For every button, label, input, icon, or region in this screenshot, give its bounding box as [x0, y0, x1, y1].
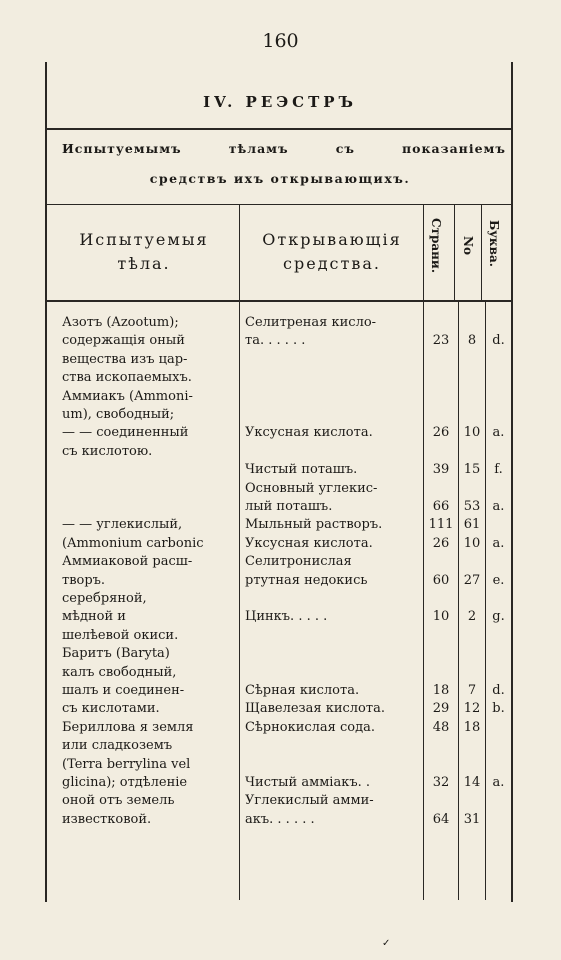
- reagent-line: та. . . . . .: [245, 333, 306, 349]
- reagent-line: Уксусная кислота.: [245, 535, 373, 551]
- ref-number: 7: [467, 683, 477, 698]
- reagent-line: ртутная недокись: [245, 572, 368, 588]
- substance-line: glicina); отдѣленіе: [62, 775, 188, 790]
- reagent-line: Углекислый амми-: [245, 793, 374, 809]
- substance-line: мѣдной и: [62, 609, 126, 625]
- ref-letter: a.: [492, 775, 505, 790]
- ref-number: 2: [467, 609, 477, 625]
- reagent-line: Селитреная кисло-: [245, 315, 377, 330]
- col-divider-header: [481, 205, 482, 300]
- ref-page: 29: [432, 701, 450, 717]
- substance-line: творъ.: [62, 572, 106, 588]
- register-title: IV. РЕЭСТРЪ: [203, 93, 357, 111]
- ref-number: 27: [463, 572, 481, 588]
- ref-letter: d.: [492, 333, 505, 349]
- substance-line: шелѣевой окиси.: [62, 627, 179, 643]
- substance-line: Аммиакъ (Ammoni-: [62, 388, 193, 404]
- ref-page: 18: [432, 683, 450, 698]
- register-subtitle-line1: [62, 141, 506, 156]
- reagent-line: Мыльный растворъ.: [245, 517, 383, 533]
- ref-letter: e.: [492, 572, 505, 588]
- substance-line: вещества изъ цар-: [62, 351, 188, 367]
- ref-page: 64: [432, 811, 450, 827]
- ref-page: 26: [432, 425, 450, 441]
- substance-line: съ кислотою.: [62, 443, 153, 459]
- subtitle-word: тѣламъ: [228, 141, 289, 156]
- ref-page: 26: [432, 535, 450, 551]
- col-divider: [485, 302, 486, 900]
- ref-number: 14: [463, 775, 481, 790]
- reagent-line: Чистый амміакъ. .: [245, 775, 371, 790]
- ref-number: 53: [463, 499, 481, 514]
- col-divider-header: [423, 205, 424, 300]
- rule-under-title: [47, 128, 511, 130]
- ref-number: 10: [463, 425, 481, 441]
- col-divider: [239, 302, 240, 900]
- substance-line: ства ископаемыхъ.: [62, 370, 192, 386]
- page-number: 160: [262, 30, 299, 52]
- ref-page: 32: [432, 775, 450, 790]
- header-reagents: Открывающія средства.: [262, 230, 402, 273]
- ref-page: 10: [432, 609, 450, 625]
- ref-number: 61: [463, 517, 481, 533]
- substance-line: — — углекислый,: [62, 517, 183, 533]
- ref-letter: f.: [494, 462, 503, 478]
- substance-line: Аммиаковой расш-: [62, 554, 193, 570]
- ref-page: 111: [428, 517, 454, 533]
- substance-line: калъ свободный,: [62, 664, 177, 680]
- ref-page: 39: [432, 462, 450, 478]
- substance-line: um), свободный;: [62, 407, 175, 422]
- substance-line: Бериллова я земля: [62, 719, 194, 735]
- substance-line: шалъ и соединен-: [62, 683, 185, 698]
- ref-page: 23: [432, 333, 450, 349]
- substance-line: (Ammonium carbonic: [62, 535, 204, 551]
- substance-line: содержащія оный: [62, 333, 185, 349]
- subtitle-word: показаніемъ: [401, 141, 506, 156]
- header-page: Страни.: [429, 218, 443, 274]
- header-substances: Испытуемыя тѣла.: [79, 230, 209, 273]
- reagent-line: Основный углекис-: [245, 480, 378, 496]
- substance-line: — — соединенный: [62, 425, 189, 441]
- ref-letter: a.: [492, 425, 505, 441]
- ref-letter: d.: [492, 683, 505, 698]
- header-number: No: [461, 236, 475, 255]
- substance-line: Баритъ (Baryta): [62, 646, 170, 662]
- col-divider-header: [239, 205, 240, 300]
- subtitle-word: Испытуемымъ: [62, 141, 182, 156]
- ref-number: 12: [463, 701, 481, 717]
- ref-letter: a.: [492, 535, 505, 551]
- reagent-line: Цинкъ. . . . .: [245, 609, 328, 625]
- substance-line: съ кислотами.: [62, 701, 160, 717]
- ref-number: 15: [463, 462, 481, 478]
- ref-page: 66: [432, 499, 450, 514]
- substance-line: известковой.: [62, 811, 152, 827]
- ref-letter: b.: [492, 701, 505, 717]
- ref-number: 31: [463, 811, 481, 827]
- ref-letter: g.: [492, 609, 505, 625]
- col-divider-header: [454, 205, 455, 300]
- ref-page: 60: [432, 572, 450, 588]
- ref-number: 10: [463, 535, 481, 551]
- substance-line: Азотъ (Azootum);: [62, 315, 179, 330]
- header-letter: Буква.: [487, 220, 501, 267]
- reagent-line: Сѣрнокислая сода.: [245, 719, 376, 735]
- reagent-line: лый поташъ.: [245, 499, 333, 514]
- reagent-line: Сѣрная кислота.: [245, 683, 360, 698]
- register-subtitle-line2: средствъ ихъ открывающихъ.: [149, 171, 411, 186]
- ref-number: 18: [463, 719, 481, 735]
- reagent-line: Щавелезая кислота.: [245, 701, 385, 717]
- substance-line: серебряной,: [62, 591, 147, 606]
- rule-under-subtitle: [47, 204, 511, 205]
- substance-line: или сладкоземъ: [62, 738, 173, 754]
- substance-line: оной отъ земель: [62, 793, 175, 809]
- reagent-line: Уксусная кислота.: [245, 425, 373, 441]
- ink-mark: ✓: [382, 938, 391, 949]
- substance-line: (Terra berrylina vel: [62, 756, 191, 772]
- ref-number: 8: [467, 333, 477, 349]
- ref-page: 48: [432, 719, 450, 735]
- reagent-line: Селитронислая: [245, 554, 352, 570]
- rule-under-headers: [47, 300, 511, 302]
- ref-letter: a.: [492, 499, 505, 514]
- subtitle-word: съ: [335, 141, 355, 156]
- reagent-line: акъ. . . . . .: [245, 811, 315, 827]
- reagent-line: Чистый поташъ.: [245, 462, 358, 478]
